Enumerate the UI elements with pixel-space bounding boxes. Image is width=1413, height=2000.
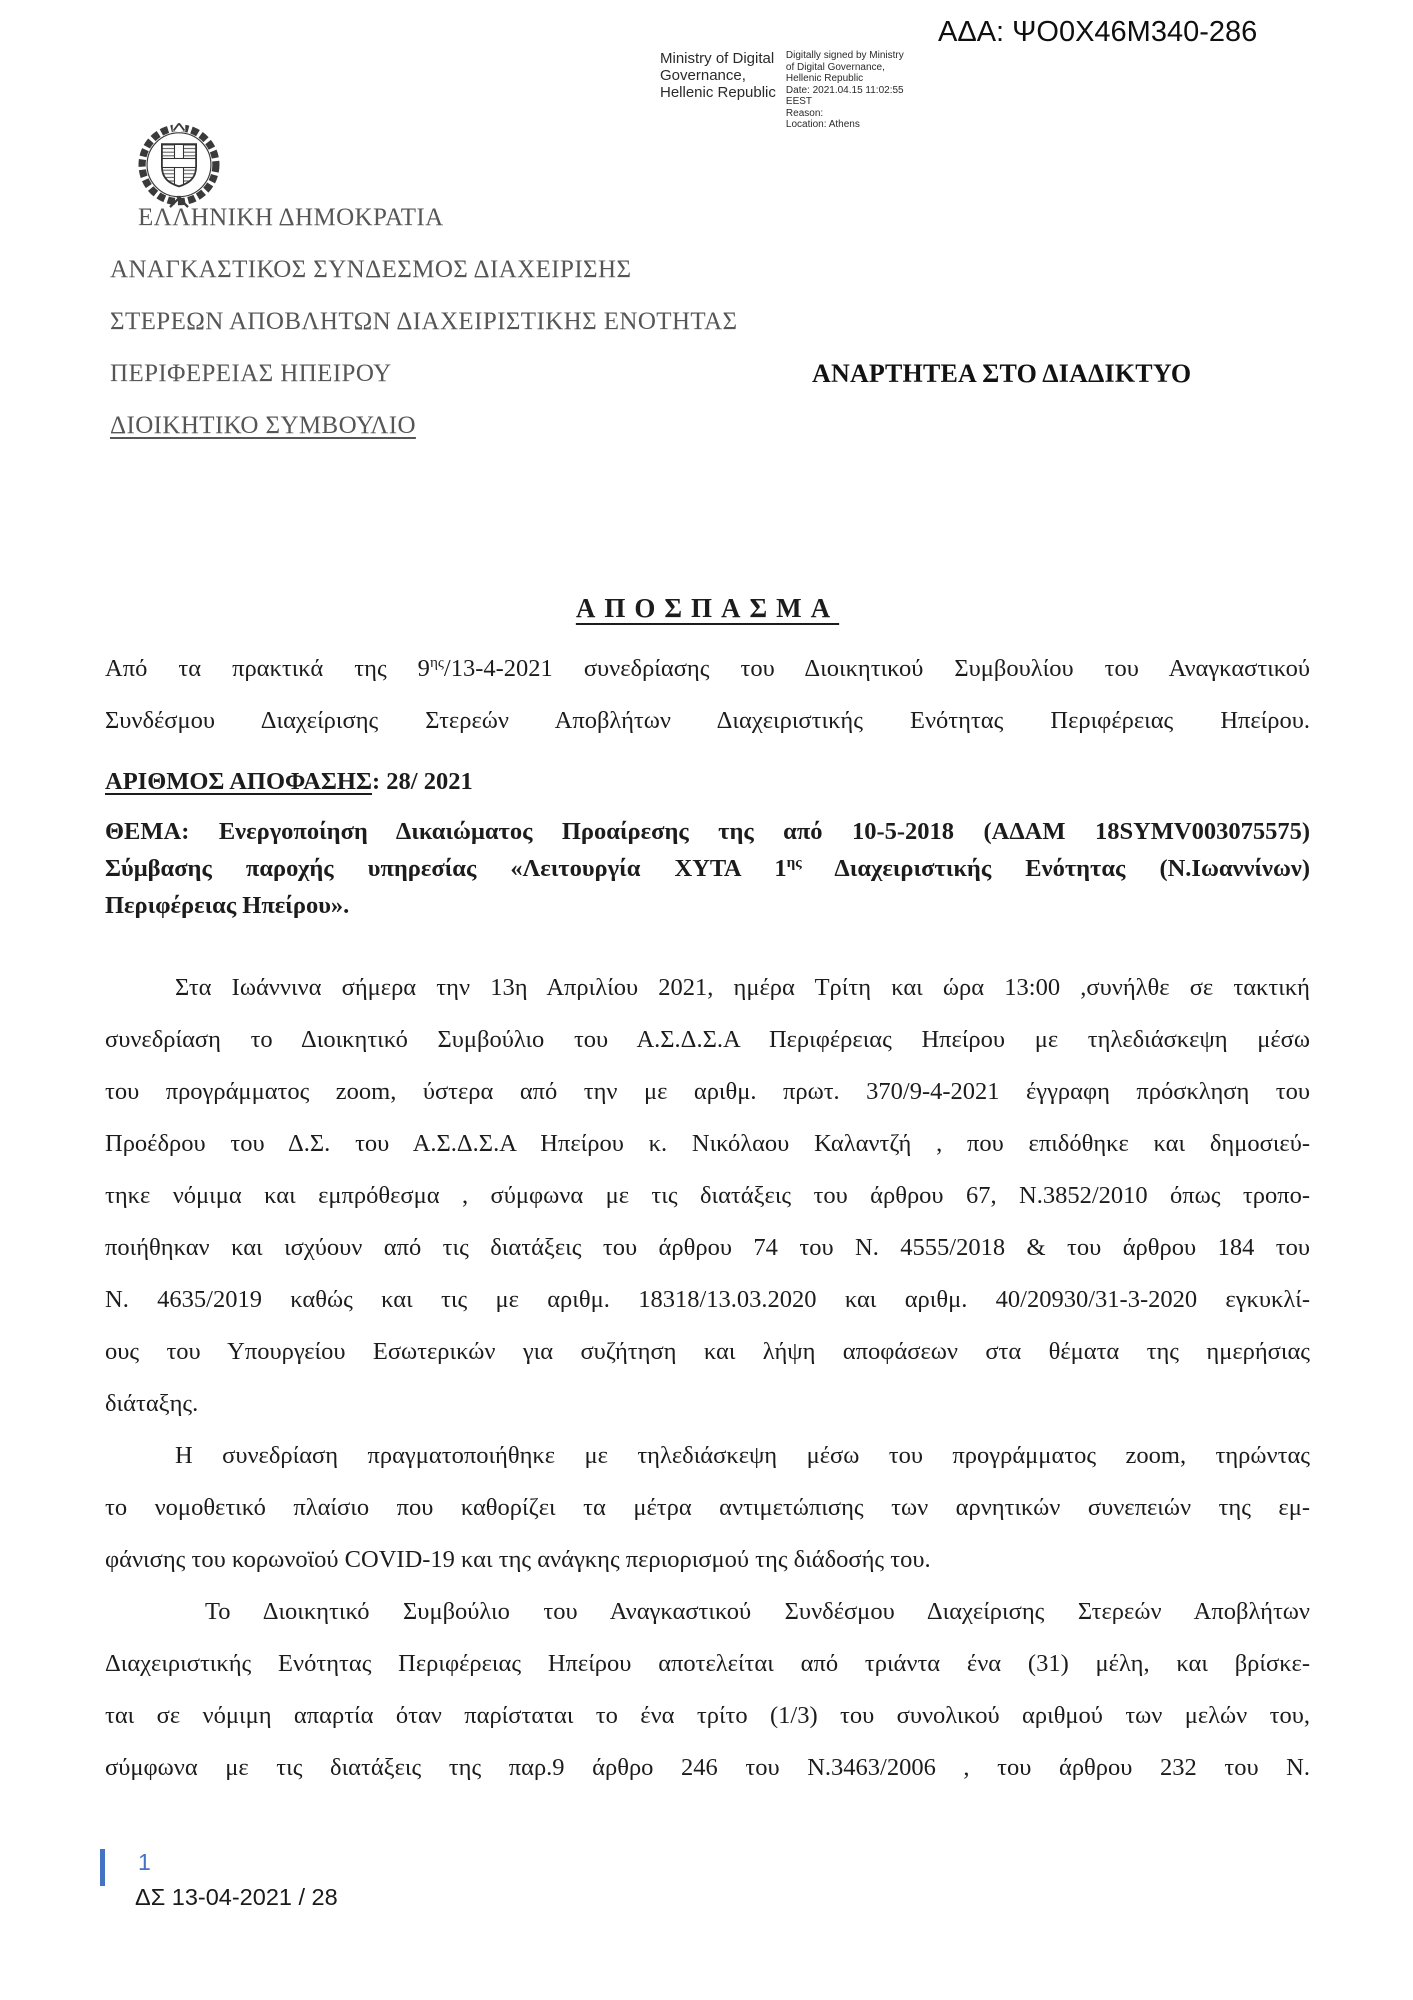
- letterhead-line-waste-unit: ΣΤΕΡΕΩΝ ΑΠΟΒΛΗΤΩΝ ΔΙΑΧΕΙΡΙΣΤΙΚΗΣ ΕΝΟΤΗΤΑΣ: [110, 308, 738, 335]
- subject-line-1: ΘΕΜΑ: Ενεργοποίηση Δικαιώματος Προαίρεσης της από 10-5-2018 (ΑΔΑΜ 18SYMV003075575): [105, 818, 1310, 845]
- letterhead-line-republic: ΕΛΛΗΝΙΚΗ ΔΗΜΟΚΡΑΤΙΑ: [138, 204, 444, 231]
- decision-number-label: ΑΡΙΘΜΟΣ ΑΠΟΦΑΣΗΣ: [105, 768, 372, 795]
- signature-detail-line: EEST: [785, 96, 813, 107]
- posted-online-label: ΑΝΑΡΤΗΤΕΑ ΣΤΟ ΔΙΑΔΙΚΤΥΟ: [812, 359, 1192, 388]
- signature-detail-line: of Digital Governance,: [785, 61, 885, 73]
- ada-code: ΑΔΑ: ΨΟ0Χ46Μ340-286: [938, 16, 1258, 48]
- footer-reference: ΔΣ 13-04-2021 / 28: [135, 1884, 338, 1910]
- signature-detail-line: Digitally signed by Ministry: [785, 50, 904, 61]
- signer-line: Hellenic Republic: [660, 84, 776, 101]
- signature-details: [786, 50, 904, 131]
- session-paragraph-line-7: Ν. 4635/2019 καθώς και τις με αριθμ. 18318/13.03.2020 και αριθμ. 40/20930/31-3-2020 εγκυκλί-: [105, 1286, 1310, 1313]
- session-paragraph-line-5: τηκε νόμιμα και εμπρόθεσμα , σύμφωνα με τις διατάξεις του άρθρου 67, Ν.3852/2010 όπως τροπο-: [105, 1182, 1310, 1209]
- session-paragraph-line-1: Στα Ιωάννινα σήμερα την 13η Απριλίου 2021, ημέρα Τρίτη και ώρα 13:00 ,συνήλθε σε τακτική: [175, 974, 1310, 1001]
- quorum-paragraph: [105, 1586, 1310, 1794]
- quorum-paragraph-line-2: Διαχειριστικής Ενότητας Περιφέρειας Ηπείρου αποτελείται από τριάντα ένα (31) μέλη, και βρίσκε-: [105, 1650, 1310, 1677]
- session-paragraph-line-2: συνεδρίαση το Διοικητικό Συμβούλιο του Α.Σ.Δ.Σ.Α Περιφέρειας Ηπείρου με τηλεδιάσκεψη μέσω: [105, 1026, 1310, 1053]
- teleconference-paragraph-line-3: φάνισης του κορωνοϊού COVID-19 και της ανάγκης περιορισμού της διάδοσής του.: [105, 1546, 931, 1573]
- session-paragraph-line-9: διάταξης.: [105, 1390, 199, 1417]
- signature-detail-line: Date: 2021.04.15 11:02:55: [785, 84, 904, 96]
- subject-line-3: Περιφέρειας Ηπείρου».: [105, 892, 350, 919]
- decision-number-line: [105, 756, 1310, 808]
- intro-section: [105, 643, 1310, 747]
- session-paragraph-line-3: του προγράμματος zoom, ύστερα από την με αριθμ. πρωτ. 370/9-4-2021 έγγραφη πρόσκληση του: [105, 1078, 1310, 1105]
- teleconference-paragraph: [105, 1430, 1310, 1586]
- signer-line: Ministry of Digital: [660, 50, 775, 67]
- session-paragraph: [105, 962, 1310, 1430]
- excerpt-intro: [105, 643, 1310, 747]
- signature-detail-line: Hellenic Republic: [785, 73, 864, 84]
- document-body: [105, 583, 1310, 1794]
- session-paragraph-line-8: ους του Υπουργείου Εσωτερικών για συζήτηση και λήψη αποφάσεων στα θέματα της ημερήσιας: [105, 1338, 1310, 1365]
- teleconference-paragraph-line-2: το νομοθετικό πλαίσιο που καθορίζει τα μέτρα αντιμετώπισης των αρνητικών συνεπειών της εμ-: [105, 1494, 1310, 1521]
- signature-detail-line: Location: Athens: [785, 119, 860, 130]
- quorum-paragraph-line-4: σύμφωνα με τις διατάξεις της παρ.9 άρθρο 246 του Ν.3463/2006 , του άρθρου 232 του Ν.: [105, 1754, 1310, 1781]
- letterhead-line-board: ΔΙΟΙΚΗΤΙΚΟ ΣΥΜΒΟΥΛΙΟ: [110, 412, 416, 439]
- session-paragraph-line-6: ποιήθηκαν και ισχύουν από τις διατάξεις του άρθρου 74 του Ν. 4555/2018 & του άρθρου 184 του: [105, 1234, 1310, 1261]
- letterhead-region-label: ΠΕΡΙΦΕΡΕΙΑΣ ΗΠΕΙΡΟΥ: [110, 360, 392, 387]
- signature-detail-line: Reason:: [785, 107, 824, 119]
- quorum-paragraph-line-1: Το Διοικητικό Συμβούλιο του Αναγκαστικού Συνδέσμου Διαχείρισης Στερεών Αποβλήτων: [205, 1598, 1310, 1625]
- subject: [105, 813, 1310, 924]
- subject-section: [105, 813, 1310, 924]
- signer-line: Governance,: [660, 67, 746, 84]
- document-title: ΑΠΟΣΠΑΣΜΑ: [575, 593, 840, 623]
- excerpt-intro-line-1: Από τα πρακτικά της $9^{\eta\varsigma}/13-4-2021$ συνεδρίασης του Διοικητικού Συμβουλίου του Αναγκαστικού: [105, 653, 1310, 682]
- page-number: 1: [138, 1849, 151, 1875]
- letterhead-line-region: [110, 348, 1315, 400]
- teleconference-paragraph-line-1: Η συνεδρίαση πραγματοποιήθηκε με τηλεδιάσκεψη μέσω του προγράμματος zoom, τηρώντας: [175, 1442, 1310, 1469]
- digital-signature-block: [660, 50, 904, 131]
- quorum-paragraph-line-3: ται σε νόμιμη απαρτία όταν παρίσταται το ένα τρίτο (1/3) του συνολικού αριθμού των μελών του,: [105, 1702, 1310, 1729]
- session-paragraph-line-4: Προέδρου του Δ.Σ. του Α.Σ.Δ.Σ.Α Ηπείρου κ. Νικόλαου Καλαντζή , που επιδόθηκε και δημοσιεύ-: [105, 1130, 1310, 1157]
- signature-signer: [660, 50, 776, 131]
- excerpt-intro-line-2: Συνδέσμου Διαχείρισης Στερεών Αποβλήτων Διαχειριστικής Ενότητας Περιφέρειας Ηπείρου.: [105, 707, 1310, 734]
- letterhead-line-association: ΑΝΑΓΚΑΣΤΙΚΟΣ ΣΥΝΔΕΣΜΟΣ ΔΙΑΧΕΙΡΙΣΗΣ: [110, 256, 632, 283]
- page-number-bar: [100, 1849, 105, 1886]
- minutes-section: [105, 962, 1310, 1794]
- letterhead: [110, 192, 1315, 452]
- decision-number-value: : 28/ 2021: [372, 768, 473, 795]
- subject-line-2: Σύμβασης παροχής υπηρεσίας «Λειτουργία ΧΥΤΑ $1^{\eta\varsigma}$ Διαχειριστικής Ενότητας (Ν.Ιωαννίνων): [105, 853, 1310, 882]
